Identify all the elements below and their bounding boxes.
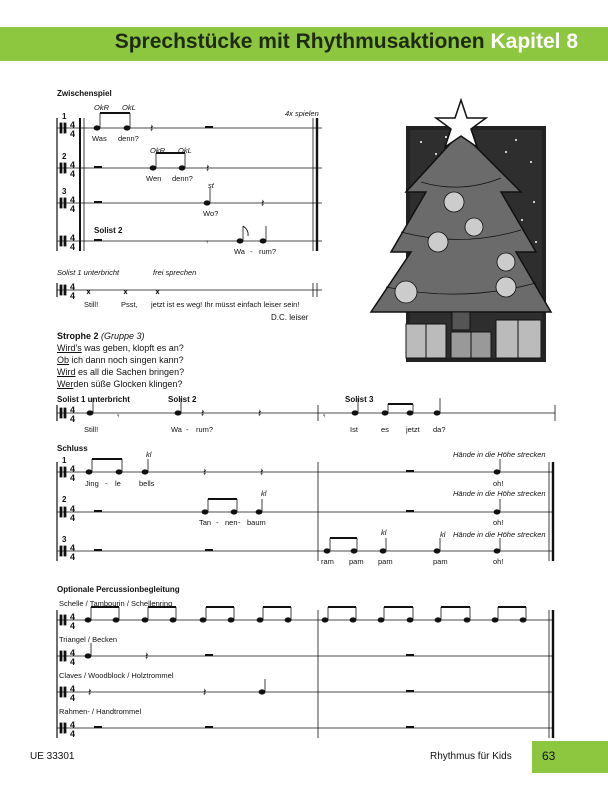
svg-text:4: 4 <box>70 684 76 694</box>
lyric: le <box>115 479 121 488</box>
voice-number: 2 <box>62 495 67 504</box>
time-signature <box>70 120 75 739</box>
svg-text:𝄽: 𝄽 <box>203 467 207 479</box>
svg-text:𝄽: 𝄽 <box>261 198 265 210</box>
kl-label: kl <box>381 528 387 537</box>
percussion-clef-icon <box>60 123 66 733</box>
solo-direction: Solist 1 unterbricht <box>57 268 120 277</box>
catalog-number: UE 33301 <box>30 751 75 762</box>
voice-number: 1 <box>62 112 67 121</box>
lyric: - <box>238 518 241 527</box>
svg-text:𝄾: 𝄾 <box>206 237 209 247</box>
voice-number: 1 <box>62 456 67 465</box>
lyric: Still! <box>84 300 99 309</box>
svg-text:4: 4 <box>70 169 76 179</box>
svg-text:4: 4 <box>70 414 76 424</box>
section-heading-zwischenspiel: Zwischenspiel <box>57 89 112 98</box>
gesture-instruction: Hände in die Höhe strecken <box>453 450 546 459</box>
lyric: pam <box>433 557 448 566</box>
christmas-tree-illustration <box>366 92 556 367</box>
lyric: da? <box>433 425 446 434</box>
lyric: nen <box>225 518 238 527</box>
svg-text:4: 4 <box>70 160 76 170</box>
svg-text:4: 4 <box>70 291 76 301</box>
instrument-label: Schelle / Tambourin / Schellenring <box>59 599 173 608</box>
svg-text:𝄽: 𝄽 <box>203 687 207 699</box>
section-heading-percussion: Optionale Percussionbegleitung <box>57 585 180 594</box>
lyric: oh! <box>493 518 504 527</box>
instrument-label: Triangel / Becken <box>59 635 118 644</box>
instrument-label: Rahmen- / Handtrommel <box>59 707 142 716</box>
voice-number: 3 <box>62 187 67 196</box>
svg-text:𝄽: 𝄽 <box>88 687 92 699</box>
solist-label: Solist 3 <box>345 395 374 404</box>
svg-text:𝄽: 𝄽 <box>201 408 205 420</box>
lyric: Tan <box>199 518 212 527</box>
page-number-box <box>532 741 608 773</box>
lyric: es <box>381 425 389 434</box>
svg-text:4: 4 <box>70 204 76 214</box>
chapter-label: Kapitel 8 <box>490 30 578 53</box>
lyric: pam <box>378 557 393 566</box>
svg-text:𝄽: 𝄽 <box>145 651 149 663</box>
svg-text:4: 4 <box>70 720 76 730</box>
kl-label: kl <box>261 489 267 498</box>
solist-label: Solist 2 <box>94 226 123 235</box>
strophe-line: Wird es all die Sachen bringen? <box>57 367 185 377</box>
okl-label: OkL <box>122 103 136 112</box>
okl-label: OkL <box>178 146 192 155</box>
kl-label: kl <box>440 530 446 539</box>
lyric: rum? <box>259 247 277 256</box>
title-text: Sprechstücke mit Rhythmusaktionen <box>114 30 485 53</box>
gesture-instruction: Hände in die Höhe strecken <box>453 489 546 498</box>
svg-text:4: 4 <box>70 504 76 514</box>
svg-text:𝄾: 𝄾 <box>117 411 120 421</box>
lyric: oh! <box>493 479 504 488</box>
svg-text:4: 4 <box>70 513 76 523</box>
speech-direction: frei sprechen <box>153 268 197 277</box>
lyric: rum? <box>196 425 214 434</box>
strophe-line: Ob ich dann noch singen kann? <box>57 355 184 365</box>
strophe-line: Werden süße Glocken klingen? <box>57 379 183 389</box>
lyric: ram <box>321 557 334 566</box>
lyric: Wa <box>234 247 245 256</box>
lyric: Wo? <box>203 209 219 218</box>
svg-text:4: 4 <box>70 552 76 562</box>
lyric: denn? <box>172 174 193 183</box>
svg-text:4: 4 <box>70 543 76 553</box>
voice-number: 3 <box>62 535 67 544</box>
page-number: 63 <box>542 749 556 763</box>
svg-text:𝄽: 𝄽 <box>258 408 262 420</box>
svg-text:4: 4 <box>70 195 76 205</box>
lyric: Ist <box>350 425 358 434</box>
svg-text:4: 4 <box>70 242 76 252</box>
strophe-group: (Gruppe 3) <box>101 331 145 341</box>
lyric: - <box>186 425 189 434</box>
repeat-instruction: 4x spielen <box>285 109 319 118</box>
solist-label: Solist 2 <box>168 395 197 404</box>
lyric: - <box>250 247 253 256</box>
voice-number: 2 <box>62 152 67 161</box>
book-title: Rhythmus für Kids <box>430 751 512 762</box>
lyric: - <box>216 518 219 527</box>
svg-text:4: 4 <box>70 621 76 631</box>
lyric: Jing <box>85 479 99 488</box>
svg-text:4: 4 <box>70 648 76 658</box>
lyric: denn? <box>118 134 139 143</box>
lyric: baum <box>247 518 266 527</box>
svg-text:4: 4 <box>70 612 76 622</box>
svg-text:4: 4 <box>70 657 76 667</box>
strophe-line: Wird's was geben, klopft es an? <box>57 343 184 353</box>
svg-text:4: 4 <box>70 120 76 130</box>
svg-text:4: 4 <box>70 405 76 415</box>
svg-text:𝄽: 𝄽 <box>206 163 210 175</box>
svg-text:4: 4 <box>70 464 76 474</box>
svg-text:𝄾: 𝄾 <box>323 411 326 421</box>
lyric: Psst, <box>121 300 138 309</box>
lyric: bells <box>139 479 155 488</box>
dc-instruction: D.C. leiser <box>271 313 309 322</box>
lyric: - <box>105 479 108 488</box>
svg-text:4: 4 <box>70 282 76 292</box>
okr-label: OkR <box>94 103 109 112</box>
instrument-label: Claves / Woodblock / Holztrommel <box>59 671 174 680</box>
st-label: st <box>208 181 214 190</box>
lyric: pam <box>349 557 364 566</box>
lyric: Still! <box>84 425 99 434</box>
kl-label: kl <box>146 450 152 459</box>
staff-line <box>57 128 322 290</box>
lyric: Was <box>92 134 107 143</box>
solist-label: Solist 1 unterbricht <box>57 395 130 404</box>
svg-text:4: 4 <box>70 129 76 139</box>
lyric: Wen <box>146 174 162 183</box>
svg-text:4: 4 <box>70 233 76 243</box>
svg-text:𝄽: 𝄽 <box>260 467 264 479</box>
svg-text:4: 4 <box>70 693 76 703</box>
lyric: oh! <box>493 557 504 566</box>
lyric: jetzt ist es weg! Ihr müsst einfach leiser sein! <box>151 300 300 309</box>
lyric: jetzt <box>406 425 420 434</box>
lyric: Wa <box>171 425 182 434</box>
gesture-instruction: Hände in die Höhe strecken <box>453 530 546 539</box>
strophe-label: Strophe 2 <box>57 331 99 341</box>
section-heading-schluss: Schluss <box>57 444 88 453</box>
svg-text:𝄽: 𝄽 <box>150 123 154 135</box>
svg-text:4: 4 <box>70 473 76 483</box>
svg-text:4: 4 <box>70 729 76 739</box>
okr-label: OkR <box>150 146 165 155</box>
